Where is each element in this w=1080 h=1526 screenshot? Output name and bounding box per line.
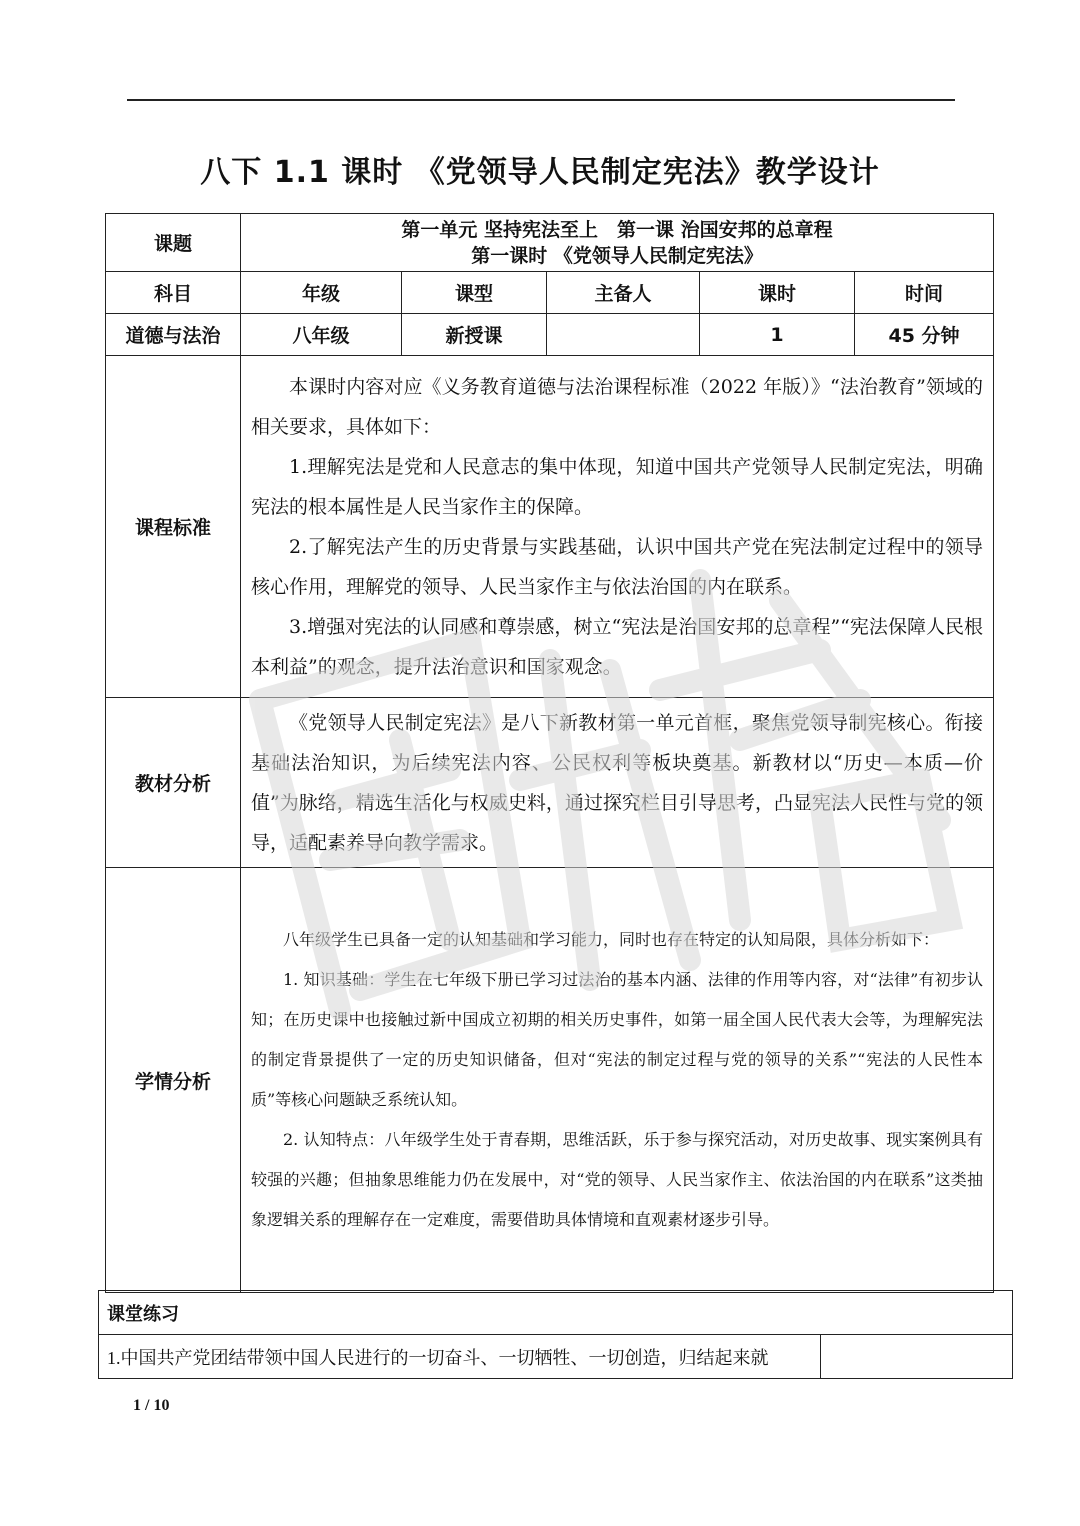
practice-answer-cell: [821, 1335, 1013, 1379]
header-row: [106, 272, 994, 314]
page-title: 八下 1.1 课时 《党领导人民制定宪法》教学设计: [200, 155, 880, 190]
practice-title: 课堂练习: [99, 1291, 1013, 1335]
header-time: 时间: [855, 272, 994, 314]
practice-question-1: 1.中国共产党团结带领中国人民进行的一切奋斗、一切牺牲、一切创造，归结起来就: [99, 1335, 821, 1379]
standard-paragraph: 2.了解宪法产生的历史背景与实践基础，认识中国共产党在宪法制定过程中的领导核心作用，理解党的领导、人民当家作主与依法治国的内在联系。: [251, 535, 984, 598]
value-time: 45 分钟: [855, 314, 994, 356]
header-periods: 课时: [700, 272, 855, 314]
students-content: [241, 868, 994, 1293]
material-label: 教材分析: [106, 698, 241, 868]
students-paragraph: 2. 认知特点：八年级学生处于青春期，思维活跃，乐于参与探究活动，对历史故事、现实案例具有较强的兴趣；但抽象思维能力仍在发展中，对“党的领导、人民当家作主、依法治国的内在联系”这类抽象逻辑关系的理解存在一定难度，需要借助具体情境和直观素材逐步引导。: [251, 1130, 984, 1229]
header-rule: [127, 99, 955, 101]
students-label: 学情分析: [106, 868, 241, 1293]
standard-paragraph: 本课时内容对应《义务教育道德与法治课程标准（2022 年版）》“法治教育”领域的相关要求，具体如下：: [251, 375, 984, 438]
header-lesson-type: 课型: [402, 272, 547, 314]
value-row: [106, 314, 994, 356]
material-content: [241, 698, 994, 868]
topic-value: [241, 214, 994, 272]
topic-line-1: 第一单元 坚持宪法至上 第一课 治国安邦的总章程: [401, 218, 833, 241]
students-paragraph: 八年级学生已具备一定的认知基础和学习能力，同时也存在特定的认知局限，具体分析如下：: [283, 930, 940, 949]
students-row: [106, 868, 994, 1293]
page-number: 1 / 10: [133, 1397, 170, 1414]
lesson-plan-table: [105, 213, 994, 1293]
standard-label: 课程标准: [106, 356, 241, 698]
value-preparer: [547, 314, 700, 356]
standard-row: [106, 356, 994, 698]
value-lesson-type: 新授课: [402, 314, 547, 356]
material-paragraph: 《党领导人民制定宪法》是八下新教材第一单元首框，聚焦党领导制宪核心。衔接基础法治知识，为后续宪法内容、公民权利等板块奠基。新教材以“历史—本质—价值”为脉络，精选生活化与权威史料，通过探究栏目引导思考，凸显宪法人民性与党的领导，适配素养导向教学需求。: [251, 711, 984, 854]
value-grade: 八年级: [241, 314, 402, 356]
topic-line-2: 第一课时 《党领导人民制定宪法》: [471, 244, 763, 267]
material-row: [106, 698, 994, 868]
value-subject: 道德与法治: [106, 314, 241, 356]
practice-table: [98, 1290, 1013, 1379]
header-subject: 科目: [106, 272, 241, 314]
standard-paragraph: 3.增强对宪法的认同感和尊崇感，树立“宪法是治国安邦的总章程”“宪法保障人民根本利益”的观念，提升法治意识和国家观念。: [251, 615, 984, 678]
standard-content: [241, 356, 994, 698]
value-periods: 1: [700, 314, 855, 356]
topic-label: 课题: [106, 214, 241, 272]
students-paragraph: 1. 知识基础：学生在七年级下册已学习过法治的基本内涵、法律的作用等内容，对“法律”有初步认知；在历史课中也接触过新中国成立初期的相关历史事件，如第一届全国人民代表大会等，为理解宪法的制定背景提供了一定的历史知识储备，但对“宪法的制定过程与党的领导的关系”“宪法的人民性本质”等核心问题缺乏系统认知。: [251, 970, 984, 1109]
topic-row: [106, 214, 994, 272]
header-preparer: 主备人: [547, 272, 700, 314]
header-grade: 年级: [241, 272, 402, 314]
standard-paragraph: 1.理解宪法是党和人民意志的集中体现，知道中国共产党领导人民制定宪法，明确宪法的根本属性是人民当家作主的保障。: [251, 455, 984, 518]
